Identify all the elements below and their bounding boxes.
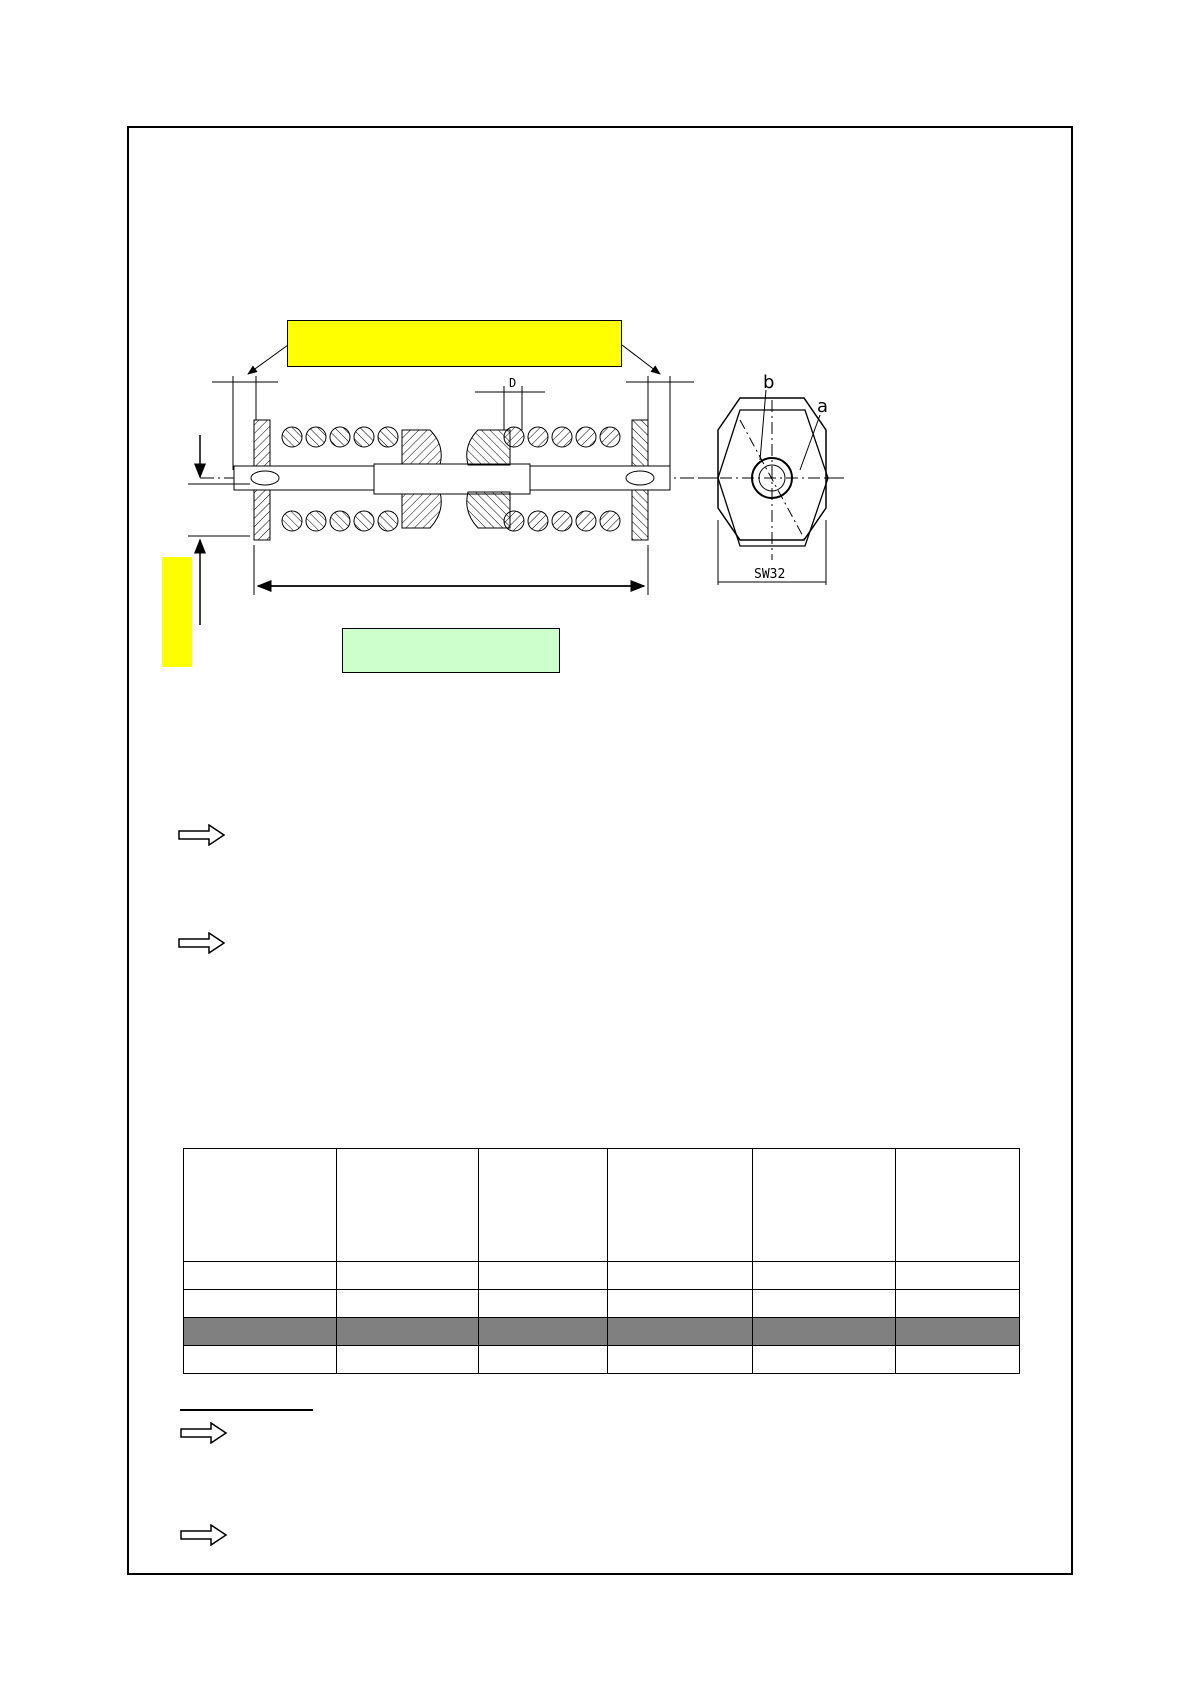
footnote-rule [180,1409,313,1411]
table-row [184,1346,1020,1374]
table-cell [753,1318,896,1346]
specification-table [183,1148,1019,1374]
table-cell [896,1262,1020,1290]
table-cell [184,1290,337,1318]
table-cell [896,1318,1020,1346]
table-cell [479,1346,608,1374]
table-cell [184,1346,337,1374]
yellow-label-box [287,320,622,367]
table-cell [608,1149,753,1262]
table-cell [479,1149,608,1262]
outline-arrow-right-icon [178,824,226,846]
table-header-row [184,1149,1020,1262]
hex-size-label: SW32 [754,567,786,582]
table-cell [608,1290,753,1318]
table-cell [753,1346,896,1374]
table-cell [896,1346,1020,1374]
outline-arrow-right-icon [180,1524,228,1546]
table-cell [896,1149,1020,1262]
table-cell [184,1318,337,1346]
table-cell [479,1290,608,1318]
table-cell [337,1149,479,1262]
label-b: b [763,372,775,393]
table-cell [337,1262,479,1290]
table-cell [479,1318,608,1346]
table-cell [608,1346,753,1374]
table-cell [753,1262,896,1290]
label-a: a [817,396,829,417]
table-cell [753,1290,896,1318]
table-row [184,1262,1020,1290]
table-cell [753,1149,896,1262]
table-cell [337,1346,479,1374]
outline-arrow-right-icon [180,1422,228,1444]
table-cell [896,1290,1020,1318]
table-cell [184,1262,337,1290]
table-cell [337,1290,479,1318]
table-cell [479,1262,608,1290]
yellow-side-label-box [162,557,192,667]
table-cell [608,1318,753,1346]
table-row [184,1290,1020,1318]
table-row-shaded [184,1318,1020,1346]
table-cell [608,1262,753,1290]
table-cell [184,1149,337,1262]
green-label-box [342,628,560,673]
outline-arrow-right-icon [178,932,226,954]
dimension-d-label: D [509,376,517,390]
table-cell [337,1318,479,1346]
